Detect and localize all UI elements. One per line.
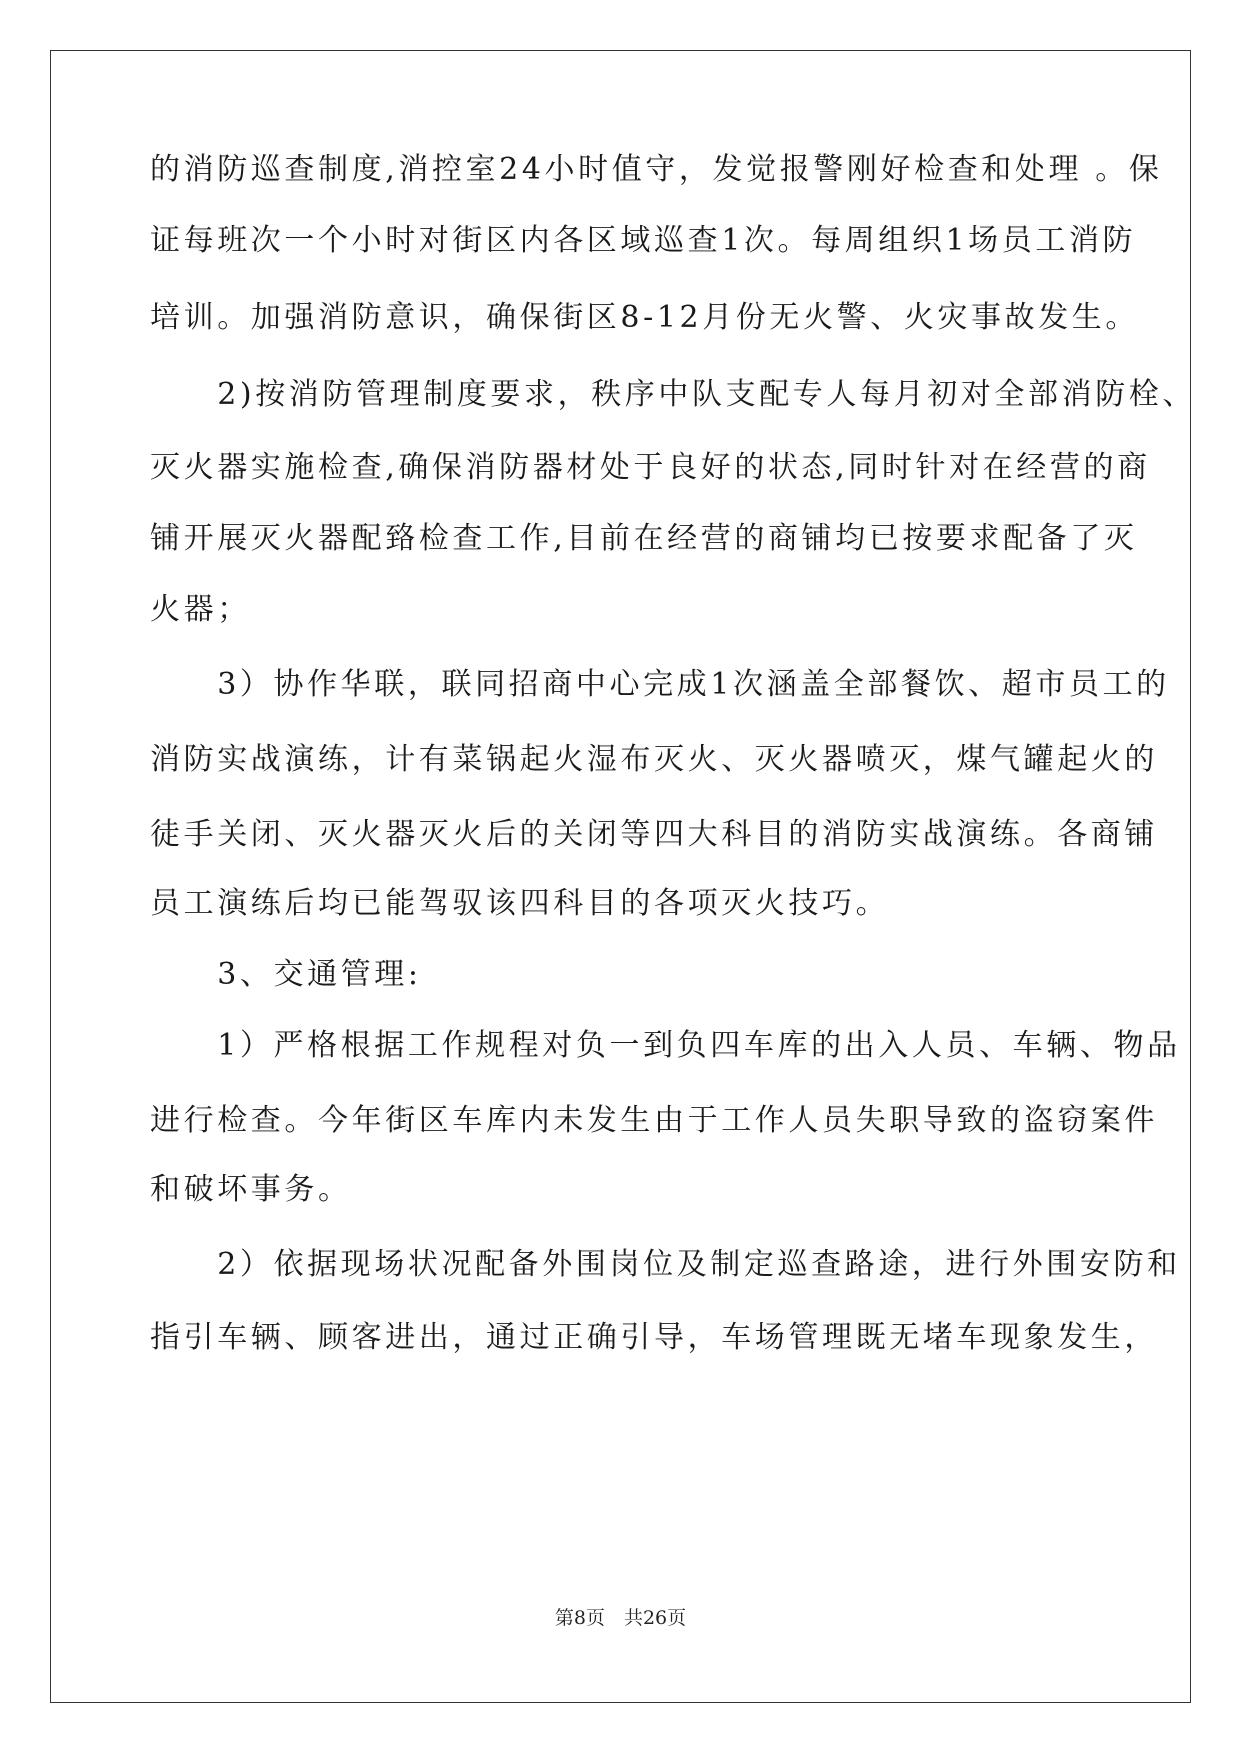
text-line: 证每班次一个小时对街区内各区域巡查1次。每周组织1场员工消防 — [150, 223, 1137, 258]
text-line: 3、交通管理: — [150, 957, 422, 992]
text-line: 进行检查。今年街区车库内未发生由于工作人员失职导致的盗窃案件 — [150, 1103, 1158, 1138]
text-line: 消防实战演练，计有菜锅起火湿布灭火、灭火器喷灭，煤气罐起火的 — [150, 742, 1158, 777]
text-line: 的消防巡查制度,消控室24小时值守，发觉报警刚好检查和处理 。保 — [150, 152, 1163, 187]
text-line: 培训。加强消防意识，确保街区8-12月份无火警、火灾事故发生。 — [150, 300, 1139, 335]
text-line: 2）依据现场状况配备外围岗位及制定巡查路途，进行外围安防和 — [150, 1247, 1181, 1282]
text-line: 2)按消防管理制度要求，秩序中队支配专人每月初对全部消防栓、 — [150, 377, 1196, 412]
text-line: 员工演练后均已能驾驭该四科目的各项灭火技巧。 — [150, 886, 890, 921]
text-line: 指引车辆、顾客进出，通过正确引导，车场管理既无堵车现象发生， — [150, 1320, 1158, 1355]
text-line: 1）严格根据工作规程对负一到负四车库的出入人员、车辆、物品 — [150, 1028, 1181, 1063]
text-line: 徒手关闭、灭火器灭火后的关闭等四大科目的消防实战演练。各商铺 — [150, 817, 1158, 852]
text-line: 灭火器实施检查,确保消防器材处于良好的状态,同时针对在经营的商 — [150, 450, 1151, 485]
page-number-footer: 第8页 共26页 — [554, 1607, 687, 1629]
text-line: 和破坏事务。 — [150, 1172, 352, 1207]
text-line: 3）协作华联，联同招商中心完成1次涵盖全部餐饮、超市员工的 — [150, 667, 1170, 702]
text-line: 铺开展灭火器配臵检查工作,目前在经营的商铺均已按要求配备了灭 — [150, 521, 1138, 556]
text-line: 火器； — [150, 592, 251, 627]
